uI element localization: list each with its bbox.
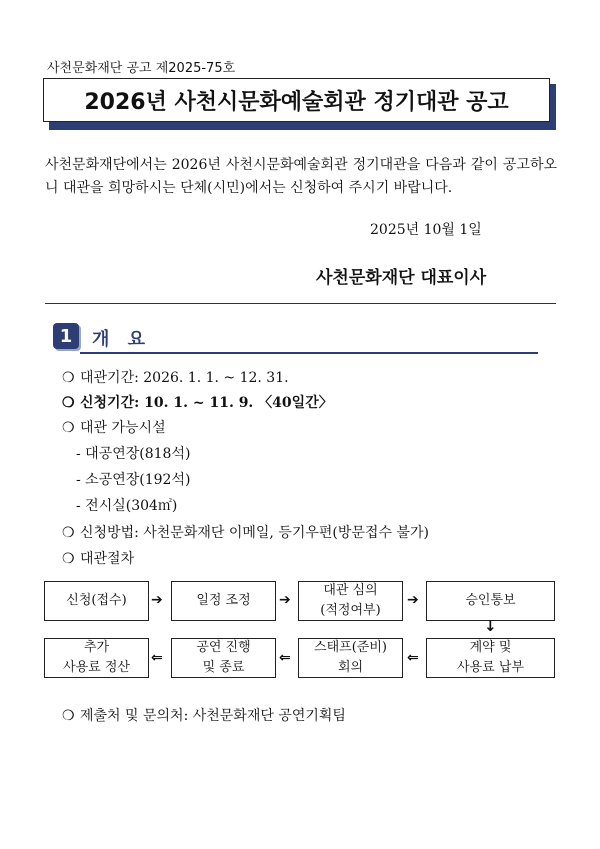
notice-number: 사천문화재단 공고 제2025-75호	[47, 61, 236, 76]
item-method-text: 신청방법: 사천문화재단 이메일, 등기우편(방문접수 불가)	[80, 525, 429, 541]
arrow-right-icon: ➔	[407, 592, 419, 608]
item-procedure-text: 대관절차	[80, 551, 135, 567]
flow-step-schedule	[171, 581, 276, 621]
arrow-down-icon: ↓	[484, 617, 497, 635]
flow-step-label: 사용료 납부	[457, 660, 524, 675]
facility-item: - 소공연장(192석)	[76, 472, 191, 488]
flow-step-label: 회의	[337, 660, 364, 675]
flow-step-review	[298, 581, 403, 621]
flow-step-settlement	[44, 638, 149, 678]
facility-item: - 전시실(304㎡)	[76, 498, 178, 514]
item-method	[62, 522, 429, 542]
bullet-icon: ❍	[62, 708, 75, 724]
flow-step-label: 대관 심의	[323, 583, 378, 598]
arrow-right-icon: ➔	[151, 592, 163, 608]
title-banner	[43, 78, 556, 132]
bullet-icon: ❍	[62, 420, 75, 436]
flow-step-performance	[171, 638, 276, 678]
flow-step-label: (적정여부)	[320, 603, 381, 618]
flow-step-label: 일정 조정	[196, 593, 251, 608]
arrow-left-icon: ⇐	[407, 650, 419, 666]
flow-step-label: 스태프(준비)	[314, 640, 387, 655]
bullet-icon: ❍	[62, 395, 75, 411]
title-box	[43, 78, 550, 122]
flow-step-label: 및 종료	[202, 660, 245, 675]
flow-step-label: 사용료 정산	[63, 660, 130, 675]
section-title: 개 요	[92, 329, 152, 350]
flow-step-staff-meeting	[298, 638, 403, 678]
item-apply-period	[62, 392, 333, 412]
flow-step-label: 계약 및	[469, 640, 512, 655]
arrow-right-icon: ➔	[279, 592, 291, 608]
item-procedure	[62, 548, 134, 568]
flow-step-contract	[426, 638, 555, 678]
flow-step-label: 추가	[83, 640, 110, 655]
announcement-date: 2025년 10월 1일	[370, 222, 482, 238]
flow-step-application	[44, 581, 149, 621]
signer: 사천문화재단 대표이사	[316, 268, 487, 288]
bullet-icon: ❍	[62, 370, 75, 386]
bullet-icon: ❍	[62, 525, 75, 541]
item-contact	[62, 705, 346, 725]
section-underline	[80, 352, 538, 354]
intro-paragraph: 사천문화재단에서는 2026년 사천시문화예술회관 정기대관을 다음과 같이 공고하오니 대관을 희망하시는 단체(시민)에서는 신청하여 주시기 바랍니다.	[45, 157, 557, 196]
item-apply-period-text: 신청기간: 10. 1. ~ 11. 9. 〈40일간〉	[80, 395, 333, 411]
item-facilities	[62, 417, 166, 437]
item-facilities-text: 대관 가능시설	[80, 420, 166, 436]
arrow-left-icon: ⇐	[279, 650, 291, 666]
item-contact-text: 제출처 및 문의처: 사천문화재단 공연기획팀	[80, 708, 346, 724]
flow-step-label: 공연 진행	[196, 640, 251, 655]
section-number-badge: 1	[53, 323, 79, 349]
divider	[45, 303, 556, 304]
flow-step-approval	[426, 581, 555, 621]
bullet-icon: ❍	[62, 551, 75, 567]
flow-step-label: 승인통보	[465, 593, 516, 608]
item-period	[62, 367, 289, 387]
item-period-text: 대관기간: 2026. 1. 1. ~ 12. 31.	[80, 370, 289, 386]
flow-step-label: 신청(접수)	[66, 593, 127, 608]
page-title: 2026년 사천시문화예술회관 정기대관 공고	[84, 89, 509, 115]
facility-item: - 대공연장(818석)	[76, 446, 191, 462]
arrow-left-icon: ⇐	[151, 650, 163, 666]
